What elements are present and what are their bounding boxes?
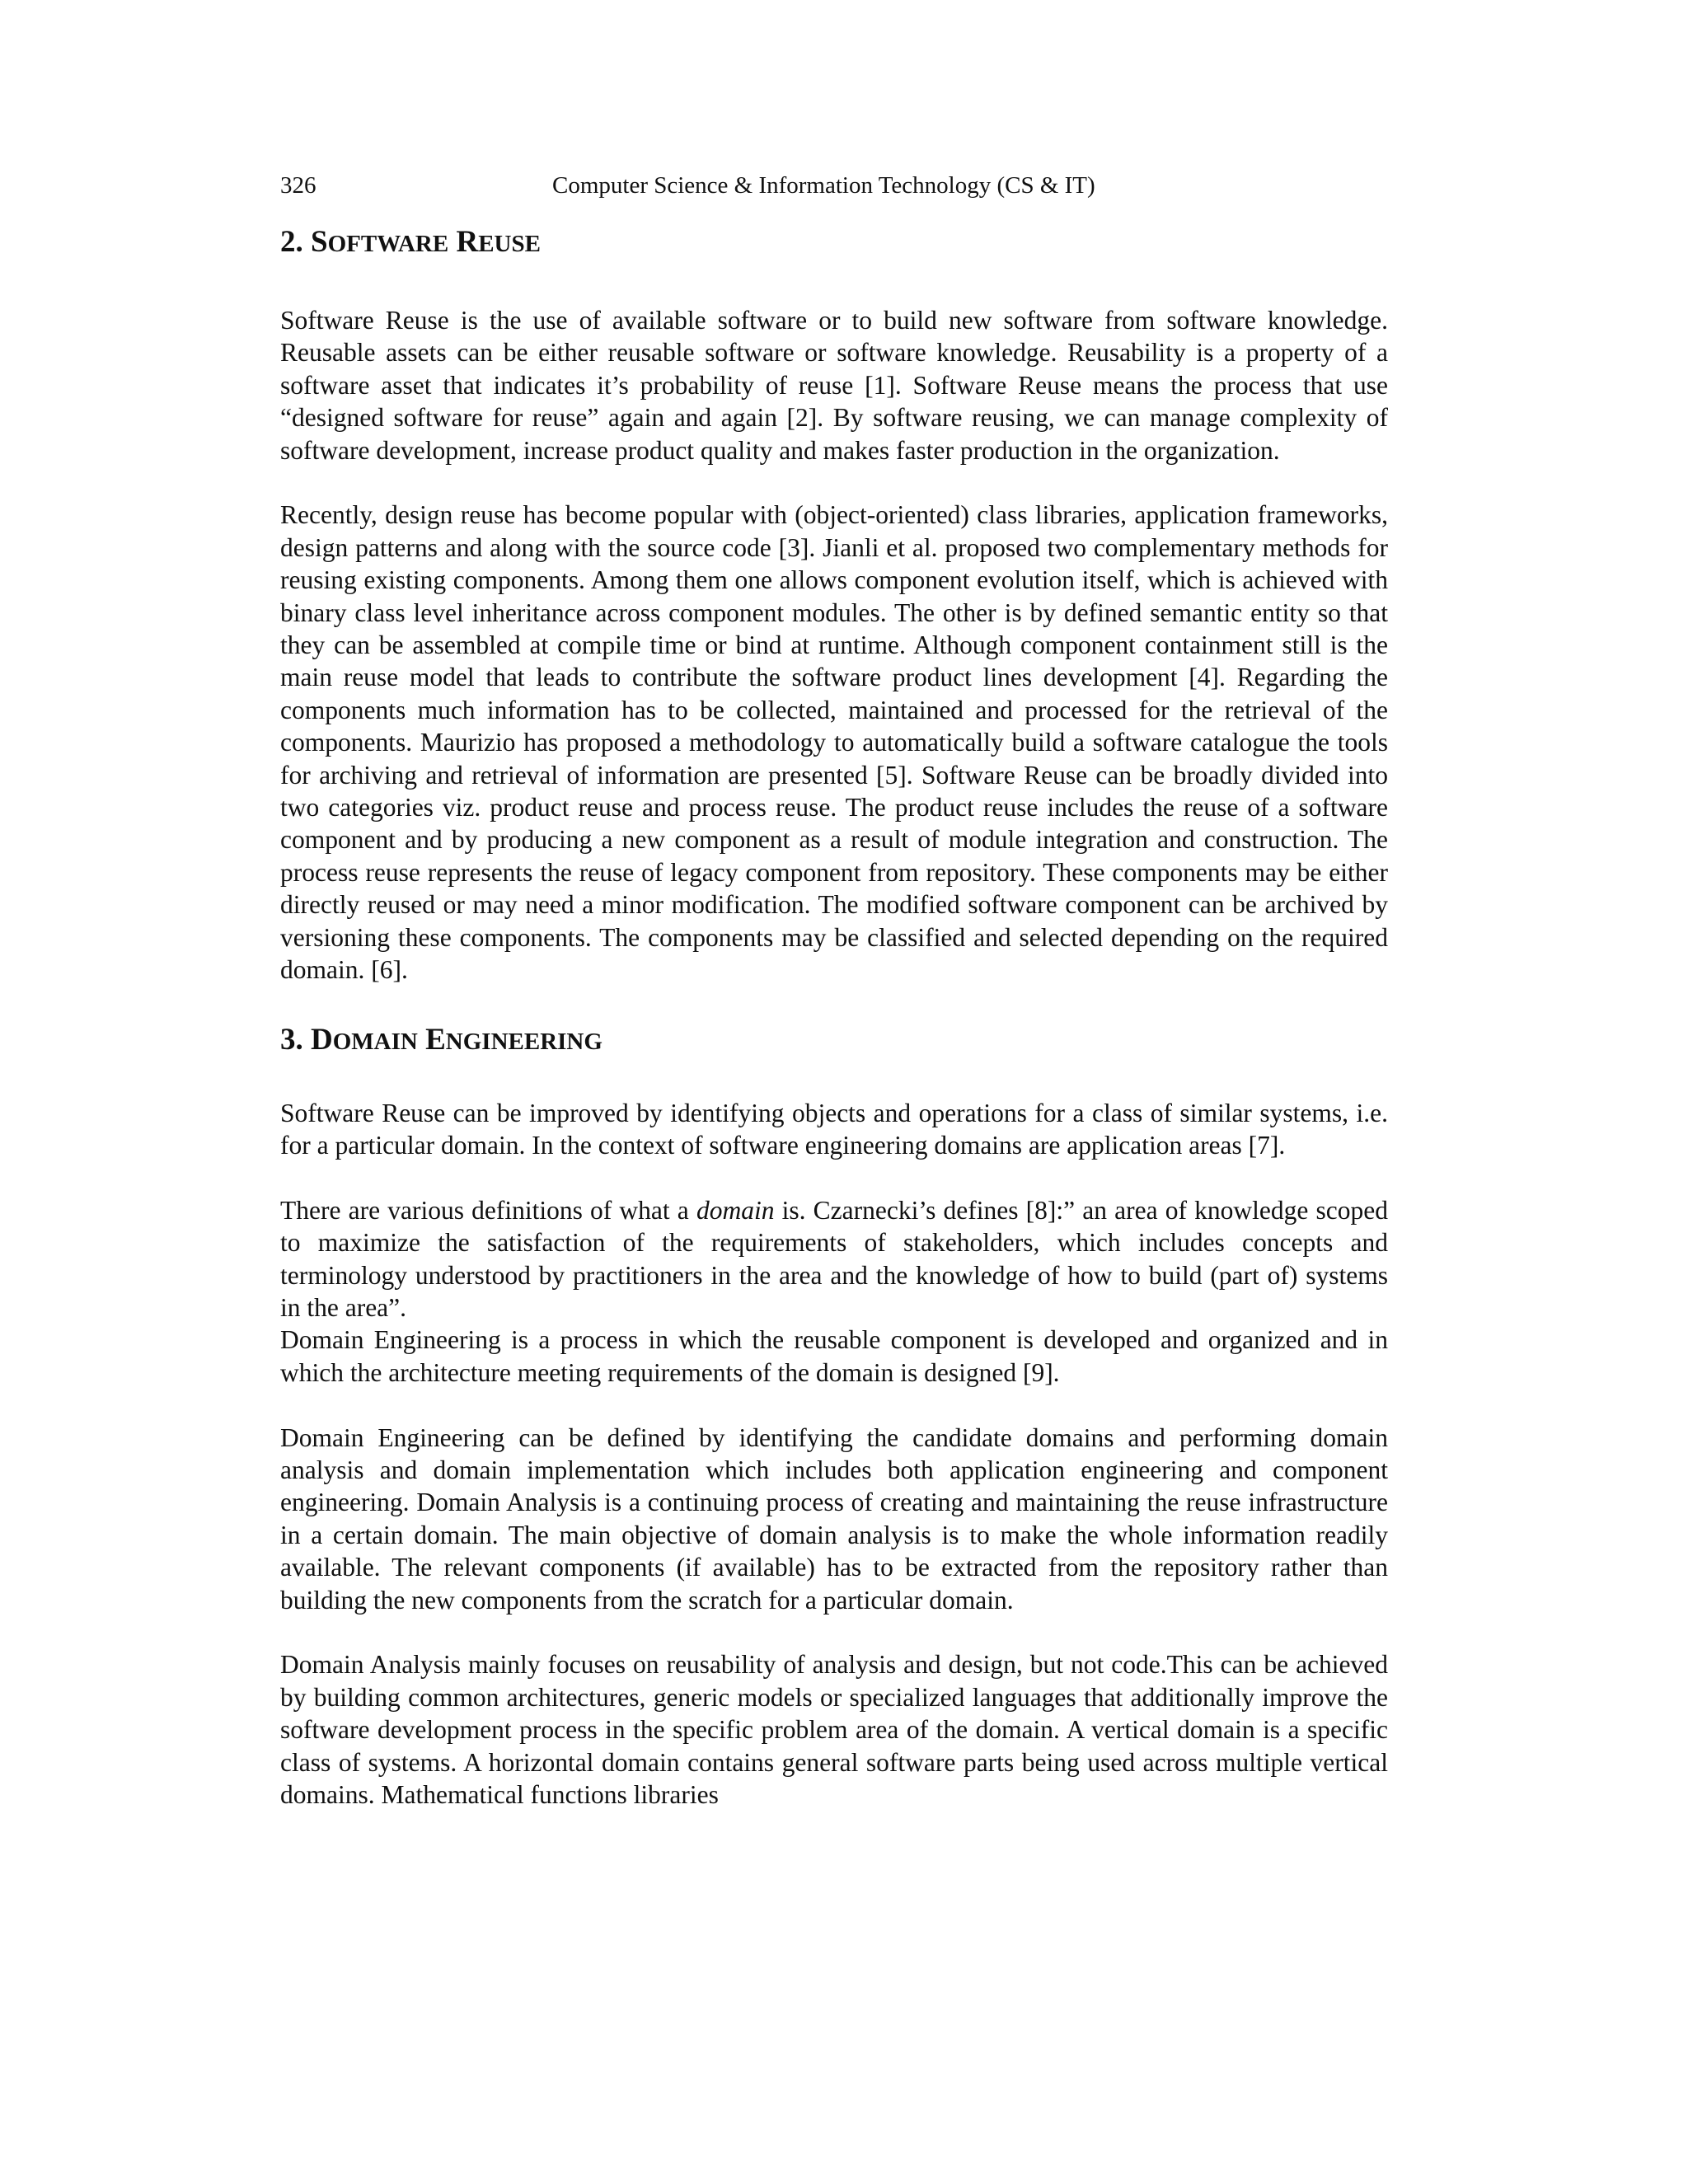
paragraph-domain-definitions: There are various definitions of what a domain is. Czarnecki’s defines [8]:” an area of knowledge scoped to maximize the satisfaction of the requirements of stakeholders, which includes concepts and terminology understood by practitioners in the area and the knowledge of how to build (part of) systems in the area”. xyxy=(280,1195,1388,1322)
italic-domain-term: domain xyxy=(696,1195,775,1225)
section-heading-software-reuse: 2. SOFTWARE REUSE xyxy=(280,225,541,259)
paragraph-domain-engineering-process: Domain Engineering is a process in which the reusable component is developed and organized and in which the architecture meeting requirements of the domain is designed [9]. xyxy=(280,1325,1388,1387)
paper-page xyxy=(280,169,1388,1811)
paragraph-reuse-definition: Software Reuse is the use of available software or to build new software from software knowledge. Reusable assets can be either reusable software or software knowledge. Reusability is a property of a software asset that indicates it’s probability of reuse [1]. Software Reuse means the process that use “designed software for reuse” again and again [2]. By software reusing, we can manage complexity of software development, increase product quality and makes faster production in the organization. xyxy=(280,306,1388,465)
paragraph-domain-intro: Software Reuse can be improved by identifying objects and operations for a class of similar systems, i.e. for a particular domain. In the context of software engineering domains are application areas [7]. xyxy=(280,1098,1388,1160)
journal-title: Computer Science & Information Technology (CS & IT) xyxy=(552,172,1095,199)
page-number: 326 xyxy=(280,172,316,199)
section-heading-domain-engineering: 3. DOMAIN ENGINEERING xyxy=(280,1022,603,1057)
paragraph-domain-analysis-focus: Domain Analysis mainly focuses on reusability of analysis and design, but not code.This can be achieved by building common architectures, generic models or specialized languages that additionally improve the software development process in the specific problem area of the domain. A vertical domain is a specific class of systems. A horizontal domain contains general software parts being used across multiple vertical domains. Mathematical functions libraries xyxy=(280,1650,1388,1809)
paragraph-reuse-background: Recently, design reuse has become popular with (object-oriented) class libraries, application frameworks, design patterns and along with the source code [3]. Jianli et al. proposed two complementary methods for reusing existing components. Among them one allows component evolution itself, which is achieved with binary class level inheritance across component modules. The other is by defined semantic entity so that they can be assembled at compile time or bind at runtime. Although component containment still is the main reuse model that leads to contribute the software product lines development [4]. Regarding the components much information has to be collected, maintained and processed for the retrieval of the components. Maurizio has proposed a methodology to automatically build a software catalogue the tools for archiving and retrieval of information are presented [5]. Software Reuse can be broadly divided into two categories viz. product reuse and process reuse. The product reuse includes the reuse of a software component and by producing a new component as a result of module integration and construction. The process reuse represents the reuse of legacy component from repository. These components may be either directly reused or may need a minor modification. The modified software component can be archived by versioning these components. The components may be classified and selected depending on the required domain. [6]. xyxy=(280,500,1388,985)
paragraph-domain-analysis: Domain Engineering can be defined by identifying the candidate domains and performing domain analysis and domain implementation which includes both application engineering and component engineering. Domain Analysis is a continuing process of creating and maintaining the reuse infrastructure in a certain domain. The main objective of domain analysis is to make the whole information readily available. The relevant components (if available) has to be extracted from the repository rather than building the new components from the scratch for a particular domain. xyxy=(280,1422,1388,1615)
running-header xyxy=(280,169,1388,202)
